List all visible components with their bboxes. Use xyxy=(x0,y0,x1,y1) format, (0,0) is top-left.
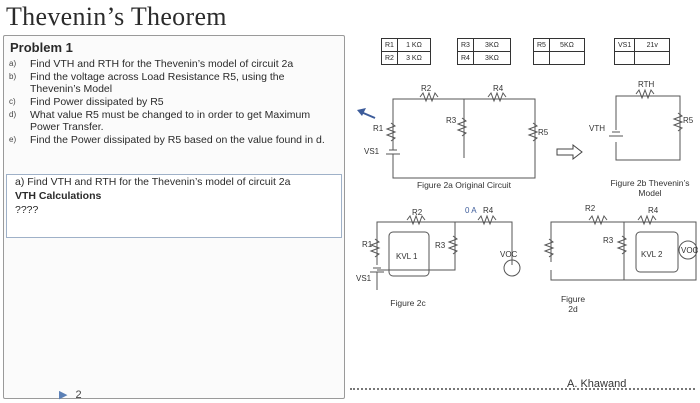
r1c-label: R1 xyxy=(362,240,373,249)
item-marker: c) xyxy=(9,97,16,106)
zero-current-label: 0 A xyxy=(465,206,477,215)
cell: R1 xyxy=(382,39,398,52)
cell: R3 xyxy=(458,39,474,52)
r3c-label: R3 xyxy=(435,241,446,250)
divider xyxy=(350,388,695,390)
vs1-label: VS1 xyxy=(364,147,380,156)
figure-2a-caption: Figure 2a Original Circuit xyxy=(416,180,511,190)
item-text: Find the voltage across Load Resistance R5, using the Thevenin’s Model xyxy=(30,71,285,95)
r5b-label: R5 xyxy=(683,116,694,125)
figure-2b-circuit xyxy=(609,90,682,160)
cell: 21v xyxy=(635,39,670,52)
cell: R2 xyxy=(382,52,398,65)
r4-label: R4 xyxy=(493,84,504,93)
r3-label: R3 xyxy=(446,116,457,125)
r4c-label: R4 xyxy=(483,206,494,215)
r4d-label: R4 xyxy=(648,206,659,215)
figure-2a-circuit xyxy=(357,93,537,178)
slide-title: Thevenin’s Theorem xyxy=(6,2,227,31)
cell: VS1 xyxy=(615,39,635,52)
figure-2d-caption: Figure 2d xyxy=(560,294,586,314)
r3d-label: R3 xyxy=(603,236,614,245)
r2d-label: R2 xyxy=(585,204,596,213)
item-text: What value R5 must be changed to in order to get Maximum Power Transfer. xyxy=(30,109,311,133)
item-marker: a) xyxy=(9,59,17,68)
r2-label: R2 xyxy=(421,84,432,93)
r2c-label: R2 xyxy=(412,208,423,217)
item-text: Find the Power dissipated by R5 based on the value found in d. xyxy=(30,134,325,146)
item-marker: e) xyxy=(9,135,17,144)
voc-d-label: VOC xyxy=(681,246,699,255)
cell: 1 KΩ xyxy=(397,39,430,52)
cell: 3KΩ xyxy=(473,52,510,65)
item-text: Find Power dissipated by R5 xyxy=(30,96,164,108)
page-number: 2 xyxy=(75,389,82,401)
cell: 3KΩ xyxy=(473,39,510,52)
kvl2-label: KVL 2 xyxy=(641,250,663,259)
cell: 3 KΩ xyxy=(397,52,430,65)
voc-c-label: VOC xyxy=(500,250,518,259)
author-name: A. Khawand xyxy=(567,378,627,390)
figure-2d-circuit xyxy=(545,216,697,280)
answer-line-1: a) Find VTH and RTH for the Thevenin’s model of circuit 2a xyxy=(15,176,291,188)
play-icon[interactable]: ▶ xyxy=(59,389,68,401)
figure-2c-circuit xyxy=(370,216,520,290)
vs1c-label: VS1 xyxy=(356,274,372,283)
answer-line-3: ???? xyxy=(15,204,39,216)
answer-line-2: VTH Calculations xyxy=(15,190,102,202)
figure-2b-caption: Figure 2b Thevenin’s Model xyxy=(610,178,690,198)
item-marker: b) xyxy=(9,72,17,81)
cell: R4 xyxy=(458,52,474,65)
item-text: Find VTH and RTH for the Thevenin’s model of circuit 2a xyxy=(30,58,294,70)
vth-label: VTH xyxy=(589,124,605,133)
figure-2c-caption: Figure 2c xyxy=(390,298,426,308)
problem-heading: Problem 1 xyxy=(10,40,73,55)
rth-label: RTH xyxy=(638,80,655,89)
r5-label: R5 xyxy=(538,128,549,137)
cell: R5 xyxy=(534,39,550,52)
item-marker: d) xyxy=(9,110,17,119)
kvl1-label: KVL 1 xyxy=(396,252,418,261)
cell: 5KΩ xyxy=(549,39,584,52)
r1-label: R1 xyxy=(373,124,384,133)
